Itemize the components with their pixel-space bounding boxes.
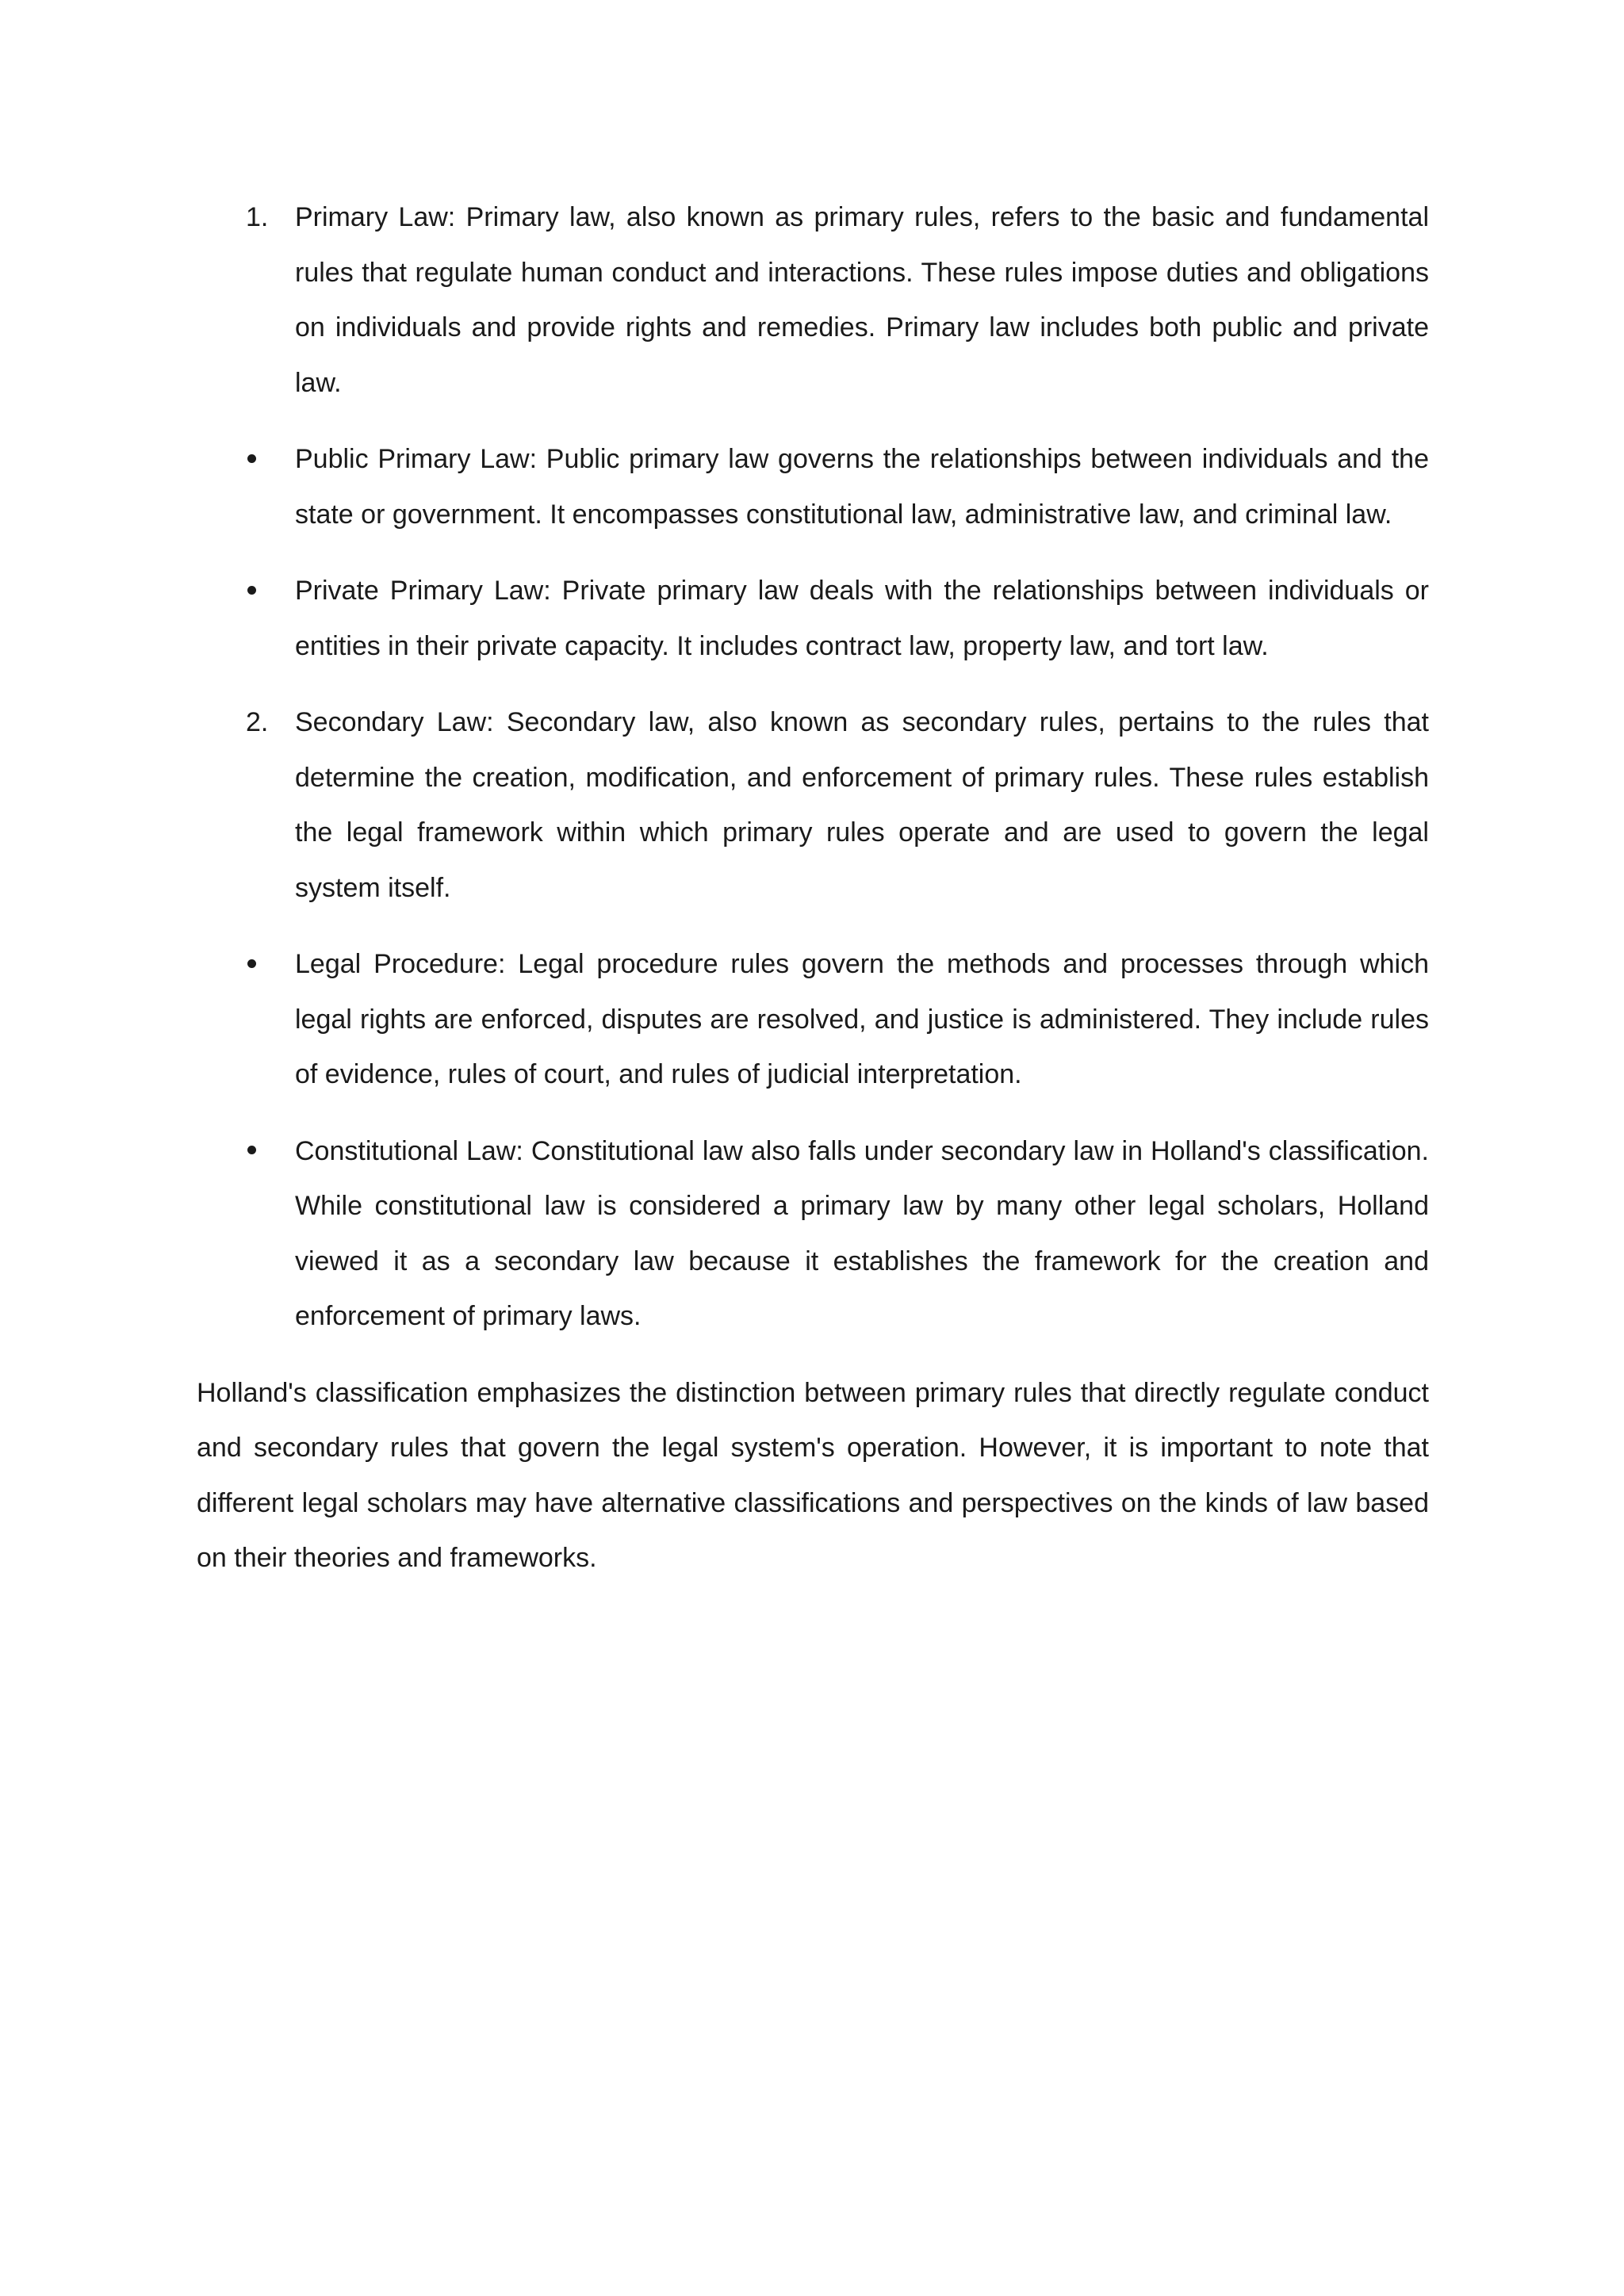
list-item-private-primary-law <box>197 564 1429 674</box>
list-item-text: Secondary Law: Secondary law, also known as secondary rules, pertains to the rules that determine the creation, modification, and enforcement of primary rules. These rules establish the legal framework within which primary rules operate and are used to govern the legal system itself. <box>295 707 1429 903</box>
list-number: 1. <box>246 202 269 232</box>
list-item-public-primary-law <box>197 432 1429 542</box>
bullet-icon <box>246 432 285 488</box>
list-item-text: Constitutional Law: Constitutional law also falls under secondary law in Holland's classification. While constitutional law is considered a primary law by many other legal scholars, Holland viewed it as a secondary law because it establishes the framework for the creation and enforcement of primary laws. <box>295 1135 1429 1331</box>
list-item-constitutional-law <box>197 1124 1429 1345</box>
document-body <box>197 190 1429 1586</box>
bullet-icon <box>246 564 285 619</box>
list-item-text: Public Primary Law: Public primary law governs the relationships between individuals and the state or government. It encompasses constitutional law, administrative law, and criminal law. <box>295 444 1429 530</box>
list-item-text: Legal Procedure: Legal procedure rules govern the methods and processes through which legal rights are enforced, disputes are resolved, and justice is administered. They include rules of evidence, rules of court, and rules of judicial interpretation. <box>295 949 1429 1089</box>
list-number: 2. <box>246 707 269 737</box>
conclusion-paragraph: Holland's classification emphasizes the distinction between primary rules that directly regulate conduct and secondary rules that govern the legal system's operation. However, it is important to note that different legal scholars may have alternative classifications and perspectives on the kinds of law based on their theories and frameworks. <box>197 1377 1429 1573</box>
bullet-icon <box>246 1124 285 1180</box>
list-item-legal-procedure <box>197 937 1429 1103</box>
list-item-text: Private Primary Law: Private primary law deals with the relationships between individuals or entities in their private capacity. It includes contract law, property law, and tort law. <box>295 576 1429 661</box>
list-item-text: Primary Law: Primary law, also known as primary rules, refers to the basic and fundamental rules that regulate human conduct and interactions. These rules impose duties and obligations on individuals and provide rights and remedies. Primary law includes both public and private law. <box>295 202 1429 398</box>
bullet-icon <box>246 937 285 993</box>
list-item-secondary-law <box>197 695 1429 916</box>
list-item-primary-law <box>197 190 1429 411</box>
